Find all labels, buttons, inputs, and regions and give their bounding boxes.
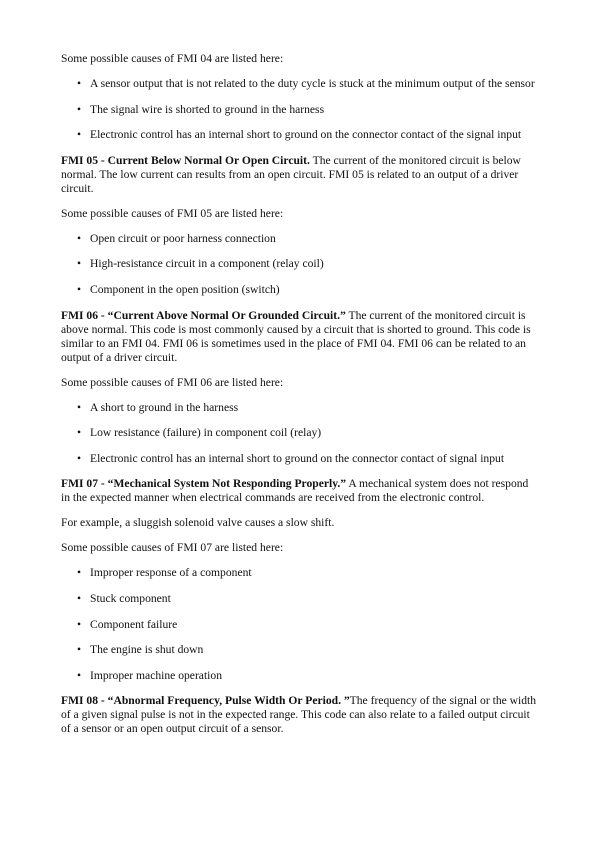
fmi05-heading: FMI 05 - Current Below Normal Or Open Circuit. [61,153,310,167]
fmi08-heading: FMI 08 - “Abnormal Frequency, Pulse Width Or Period. ” [61,694,350,708]
list-item [61,77,540,91]
bullet-icon: • [77,128,82,142]
fmi06-paragraph [61,309,540,365]
list-item-text: A sensor output that is not related to the duty cycle is stuck at the minimum output of the sensor [90,77,535,90]
bullet-icon: • [77,591,82,605]
fmi05-causes-intro: Some possible causes of FMI 05 are listed here: [61,206,284,220]
fmi07-paragraph [61,477,540,505]
fmi07-causes-intro: Some possible causes of FMI 07 are listed here: [61,541,284,555]
list-item-text: Electronic control has an internal short to ground on the connector contact of the signal input [90,128,522,142]
fmi06-text: The current of the monitored circuit is above normal. This code is most commonly caused by a circuit that is shorted to ground. This code is similar to an FMI 04. FMI 06 is sometimes used in the place of FMI 04. FMI 06 can be related to an output of a driver circuit. [61,308,531,364]
list-item [61,618,540,632]
list-item-text: A short to ground in the harness [90,400,239,414]
list-item-text: Component in the open position (switch) [90,282,280,296]
bullet-icon: • [77,400,82,414]
list-item-text: Improper response of a component [90,566,252,580]
fmi04-causes-intro: Some possible causes of FMI 04 are listed here: [61,52,284,65]
list-item [61,128,540,142]
fmi07-example: For example, a sluggish solenoid valve causes a slow shift. [61,516,335,530]
bullet-icon: • [77,77,82,90]
fmi07-heading: FMI 07 - “Mechanical System Not Responding Properly.” [61,477,347,491]
list-item [61,643,540,657]
list-item [61,452,540,466]
fmi06-heading: FMI 06 - “Current Above Normal Or Grounded Circuit.” [61,308,346,322]
list-item-text: The signal wire is shorted to ground in the harness [90,102,325,116]
bullet-icon: • [77,451,82,465]
fmi07-causes-list [61,566,540,682]
list-item [61,257,540,271]
fmi04-causes-list [61,77,540,142]
list-item-text: Improper machine operation [90,668,222,682]
list-item [61,283,540,297]
bullet-icon: • [77,617,82,631]
list-item-text: Open circuit or poor harness connection [90,231,276,245]
bullet-icon: • [77,231,82,245]
list-item [61,669,540,683]
fmi06-causes-intro: Some possible causes of FMI 06 are listed here: [61,375,284,389]
fmi07-text: A mechanical system does not respond in the expected manner when electrical commands are received from the electronic control. [61,477,529,505]
fmi05-paragraph [61,154,540,196]
list-item [61,426,540,440]
list-item-text: Electronic control has an internal short to ground on the connector contact of signal input [90,451,505,465]
fmi05-text: The current of the monitored circuit is below normal. The low current can results from an open circuit. FMI 05 is related to an output of a driver circuit. [61,153,521,195]
list-item-text: Component failure [90,617,178,631]
list-item [61,592,540,606]
list-item-text: The engine is shut down [90,643,204,657]
list-item [61,566,540,580]
list-item [61,401,540,415]
bullet-icon: • [77,668,82,682]
fmi05-causes-list [61,232,540,297]
fmi06-causes-list [61,401,540,466]
fmi08-paragraph [61,694,540,736]
bullet-icon: • [77,426,82,440]
list-item-text: Low resistance (failure) in component coil (relay) [90,426,322,440]
list-item-text: Stuck component [90,591,171,605]
list-item [61,232,540,246]
list-item-text: High-resistance circuit in a component (relay coil) [90,257,324,271]
list-item [61,103,540,117]
fmi08-text: The frequency of the signal or the width of a given signal pulse is not in the expected range. This code can also relate to a failed output circuit of a sensor or an open output circuit of a sensor. [61,694,537,736]
bullet-icon: • [77,282,82,296]
bullet-icon: • [77,566,82,580]
bullet-icon: • [77,643,82,657]
bullet-icon: • [77,257,82,271]
bullet-icon: • [77,102,82,116]
